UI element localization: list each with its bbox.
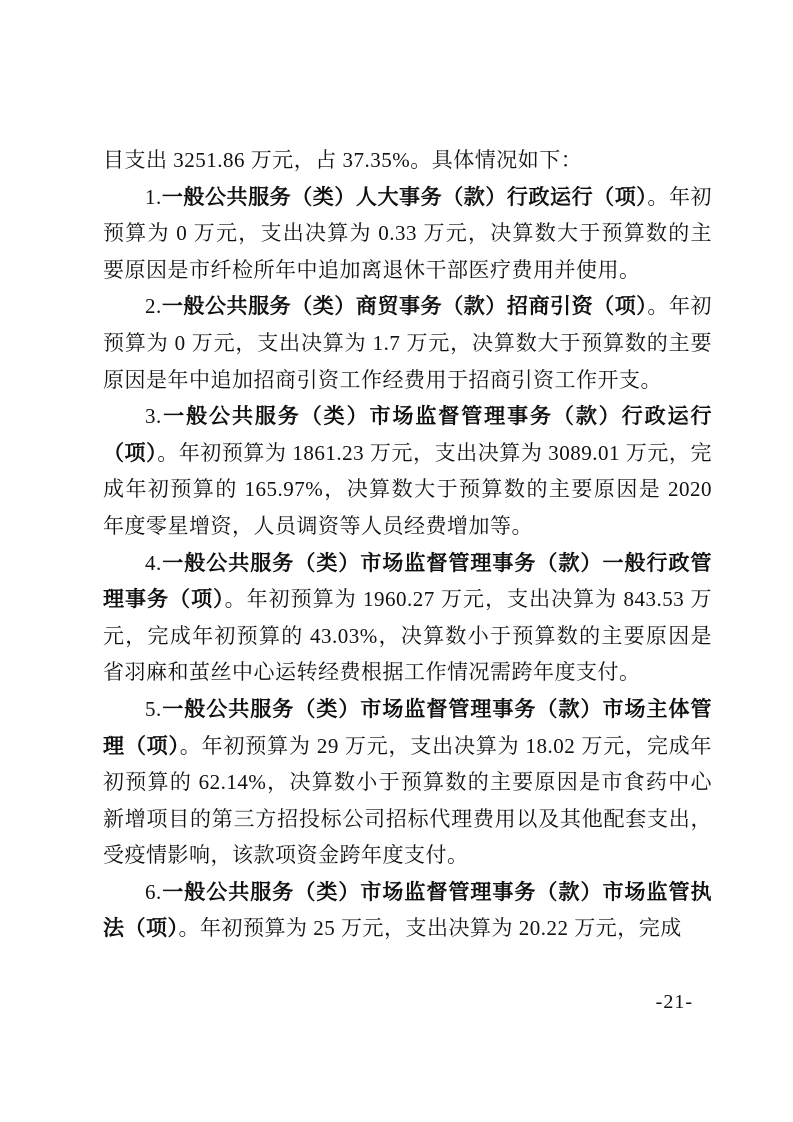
body-text-segment: 。年初预算为 1960.27 万元，支出决算为 843.53 万元，完成年初预算的 43.03%，决算数小于预算数的主要原因是省羽麻和茧丝中心运转经费根据工作情况需跨年度支付。	[103, 587, 712, 685]
body-text-segment: 。年初预算为 29 万元，支出决算为 18.02 万元，完成年初预算的 62.14%，决算数小于预算数的主要原因是市食药中心新增项目的第三方招投标公司招标代理费用以及其他配套支出，受疫情影响，该款项资金跨年度支付。	[103, 733, 712, 868]
body-text-segment: 3.	[145, 404, 162, 429]
body-text-segment: 5.	[145, 696, 162, 721]
body-text-segment: 1.	[145, 184, 162, 209]
paragraph	[103, 288, 712, 398]
budget-item-heading: 一般公共服务（类）市场监督管理事务（款）市场监管执法（项）	[103, 879, 712, 941]
body-text-segment: 。年初预算为 0 万元，支出决算为 1.7 万元，决算数大于预算数的主要原因是年中追加招商引资工作经费用于招商引资工作开支。	[103, 294, 713, 392]
paragraph	[103, 545, 712, 691]
page-number: -21-	[655, 991, 693, 1013]
paragraph	[103, 142, 712, 179]
budget-item-heading: 一般公共服务（类）商贸事务（款）招商引资（项）	[161, 294, 648, 319]
budget-item-heading: 一般公共服务（类）市场监督管理事务（款）一般行政管理事务（项）	[103, 550, 712, 612]
paragraph	[103, 179, 712, 289]
paragraph	[103, 691, 712, 874]
body-text-segment: 。年初预算为 1861.23 万元，支出决算为 3089.01 万元，完成年初预算的 165.97%，决算数大于预算数的主要原因是 2020 年度零星增资，人员调资等人员经费增加等。	[103, 440, 712, 538]
budget-item-heading: 一般公共服务（类）人大事务（款）行政运行（项）	[161, 184, 648, 209]
body-text-segment: 4.	[145, 550, 162, 575]
body-text-segment: 目支出 3251.86 万元，占 37.35%。具体情况如下：	[103, 148, 583, 172]
body-text-segment: 2.	[145, 294, 162, 319]
body-text-segment: 。年初预算为 0 万元，支出决算为 0.33 万元，决算数大于预算数的主要原因是市纤检所年中追加离退休干部医疗费用并使用。	[103, 184, 713, 282]
document-body	[103, 142, 712, 947]
body-text-segment: 。年初预算为 25 万元，支出决算为 20.22 万元，完成	[178, 916, 682, 941]
budget-item-heading: 一般公共服务（类）市场监督管理事务（款）市场主体管理（项）	[103, 696, 712, 758]
budget-item-heading: 一般公共服务（类）市场监督管理事务（款）行政运行（项）	[103, 404, 712, 465]
paragraph	[103, 398, 712, 544]
paragraph	[103, 874, 712, 947]
body-text-segment: 6.	[145, 879, 162, 904]
